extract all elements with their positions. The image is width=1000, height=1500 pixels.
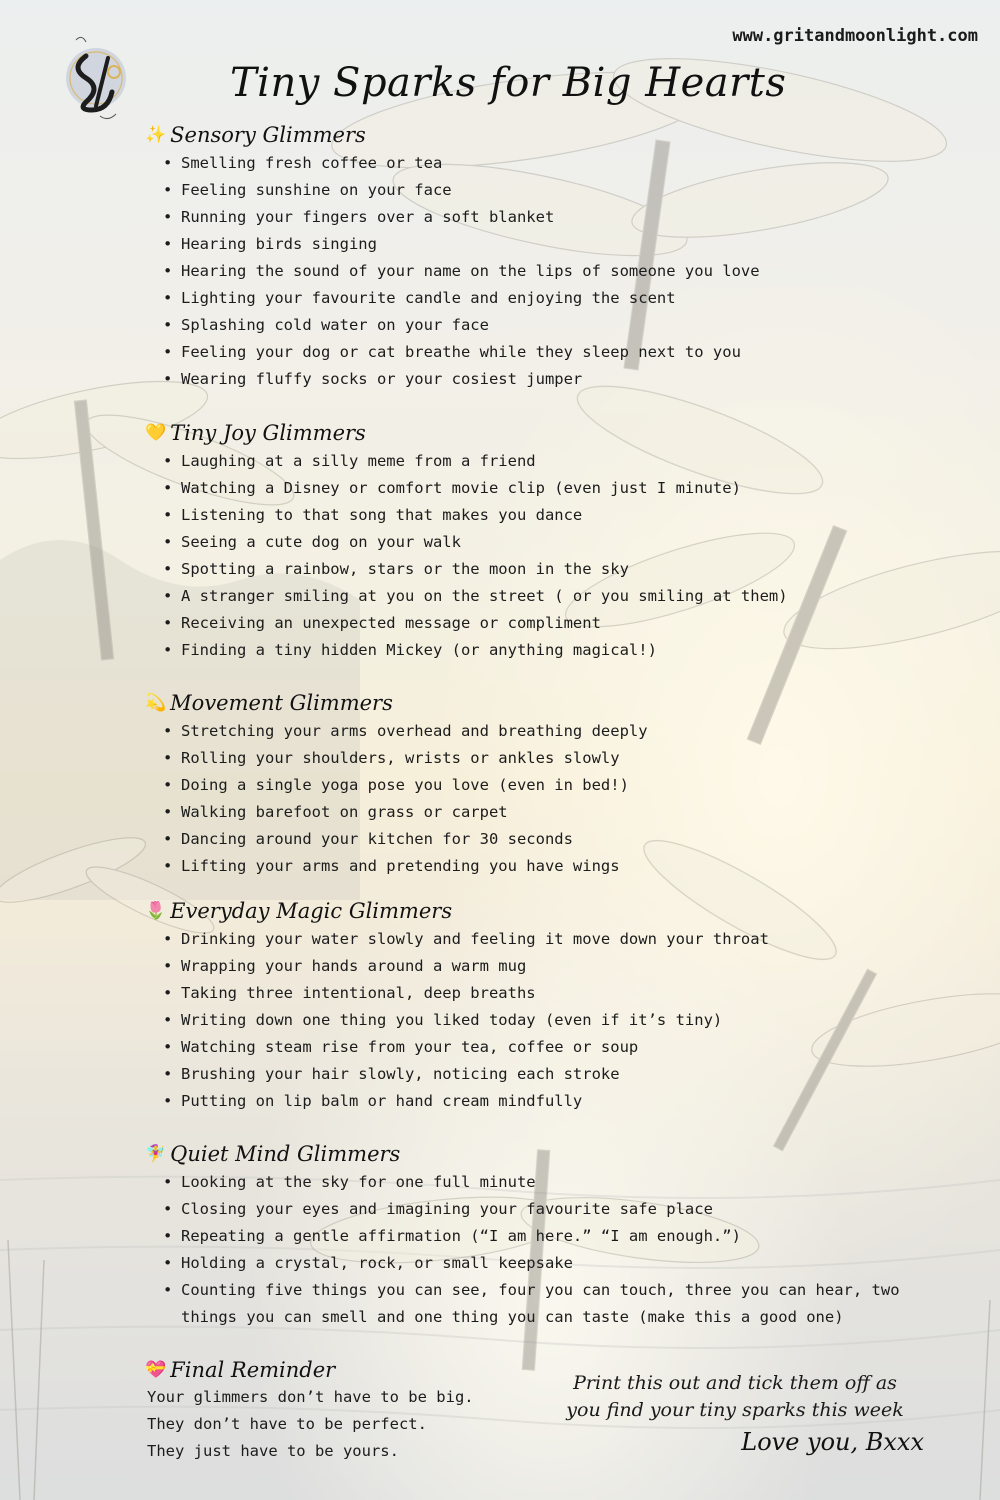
section-heading-text: Everyday Magic Glimmers: [170, 899, 453, 923]
list-item: • Walking barefoot on grass or carpet: [163, 799, 648, 826]
section-heading: [145, 420, 788, 446]
heart-gift-icon: 💝: [145, 1360, 167, 1380]
list-item: • Dancing around your kitchen for 30 seconds: [163, 826, 648, 853]
reminder-line: They don’t have to be perfect.: [147, 1415, 427, 1433]
list-item: • Receiving an unexpected message or compliment: [163, 610, 788, 637]
sparkles-icon: ✨: [145, 125, 167, 145]
list-item: • Looking at the sky for one full minute: [163, 1169, 900, 1196]
section-tiny-joy: [145, 420, 788, 664]
list-item: • Lighting your favourite candle and enjoying the scent: [163, 285, 760, 312]
list-item: • Rolling your shoulders, wrists or ankles slowly: [163, 745, 648, 772]
brand-logo: [56, 26, 136, 128]
list-item: • Seeing a cute dog on your walk: [163, 529, 788, 556]
list-item: • Wrapping your hands around a warm mug: [163, 953, 769, 980]
section-sensory: [145, 122, 760, 393]
list-item: • Running your fingers over a soft blanket: [163, 204, 760, 231]
website-url[interactable]: www.gritandmoonlight.com: [732, 26, 978, 46]
glimmer-list: [163, 448, 788, 664]
glimmer-list: [163, 718, 648, 880]
list-item: • Spotting a rainbow, stars or the moon in the sky: [163, 556, 788, 583]
signature: Love you, Bxxx: [741, 1428, 924, 1456]
list-item: • Watching a Disney or comfort movie clip (even just I minute): [163, 475, 788, 502]
list-item: • Finding a tiny hidden Mickey (or anything magical!): [163, 637, 788, 664]
fairy-icon: 🧚‍♀️: [145, 1144, 167, 1164]
glimmer-list: [163, 926, 769, 1115]
list-item: • Wearing fluffy socks or your cosiest jumper: [163, 366, 760, 393]
section-heading-text: Movement Glimmers: [170, 691, 393, 715]
list-item: • Taking three intentional, deep breaths: [163, 980, 769, 1007]
final-reminder: [145, 1356, 474, 1465]
list-item: • Watching steam rise from your tea, coffee or soup: [163, 1034, 769, 1061]
list-item: • Listening to that song that makes you dance: [163, 502, 788, 529]
list-item: • Laughing at a silly meme from a friend: [163, 448, 788, 475]
list-item: • Splashing cold water on your face: [163, 312, 760, 339]
section-heading: [145, 1356, 474, 1384]
list-item: • Writing down one thing you liked today (even if it’s tiny): [163, 1007, 769, 1034]
page-title: Tiny Sparks for Big Hearts: [230, 60, 787, 106]
section-quiet-mind: [145, 1141, 900, 1331]
list-item: • Feeling your dog or cat breathe while they sleep next to you: [163, 339, 760, 366]
section-heading: [145, 898, 769, 924]
dizzy-star-icon: 💫: [145, 693, 167, 713]
section-heading-text: Tiny Joy Glimmers: [170, 421, 366, 445]
section-heading: [145, 690, 648, 716]
list-item: • Smelling fresh coffee or tea: [163, 150, 760, 177]
list-item: • Brushing your hair slowly, noticing each stroke: [163, 1061, 769, 1088]
list-item: • Holding a crystal, rock, or small keepsake: [163, 1250, 900, 1277]
section-heading: [145, 1141, 900, 1167]
reminder-line: Your glimmers don’t have to be big.: [147, 1388, 474, 1406]
list-item: • Counting five things you can see, four you can touch, three you can hear, two: [163, 1277, 900, 1304]
list-item: • Stretching your arms overhead and breathing deeply: [163, 718, 648, 745]
print-note-line: Print this out and tick them off as: [573, 1372, 897, 1394]
glimmer-list: [163, 1169, 900, 1331]
section-heading-text: Quiet Mind Glimmers: [170, 1142, 401, 1166]
list-item-continuation: things you can smell and one thing you can taste (make this a good one): [181, 1308, 844, 1326]
tulip-icon: 🌷: [145, 901, 167, 921]
yellow-heart-icon: 💛: [145, 423, 167, 443]
list-item: • Lifting your arms and pretending you have wings: [163, 853, 648, 880]
section-heading-text: Sensory Glimmers: [170, 123, 366, 147]
section-heading: [145, 122, 760, 148]
reminder-line: They just have to be yours.: [147, 1442, 399, 1460]
list-item: • Hearing the sound of your name on the lips of someone you love: [163, 258, 760, 285]
list-item: • Repeating a gentle affirmation (“I am here.” “I am enough.”): [163, 1223, 900, 1250]
list-item: • Drinking your water slowly and feeling it move down your throat: [163, 926, 769, 953]
list-item: • A stranger smiling at you on the street ( or you smiling at them): [163, 583, 788, 610]
list-item: • Putting on lip balm or hand cream mindfully: [163, 1088, 769, 1115]
list-item: • Hearing birds singing: [163, 231, 760, 258]
print-note-line: you find your tiny sparks this week: [566, 1399, 904, 1421]
glimmer-list: [163, 150, 760, 393]
list-item: • Closing your eyes and imagining your favourite safe place: [163, 1196, 900, 1223]
list-item: • Feeling sunshine on your face: [163, 177, 760, 204]
section-everyday-magic: [145, 898, 769, 1115]
print-note: [530, 1370, 940, 1424]
section-heading-text: Final Reminder: [170, 1358, 336, 1382]
section-movement: [145, 690, 648, 880]
list-item: • Doing a single yoga pose you love (even in bed!): [163, 772, 648, 799]
